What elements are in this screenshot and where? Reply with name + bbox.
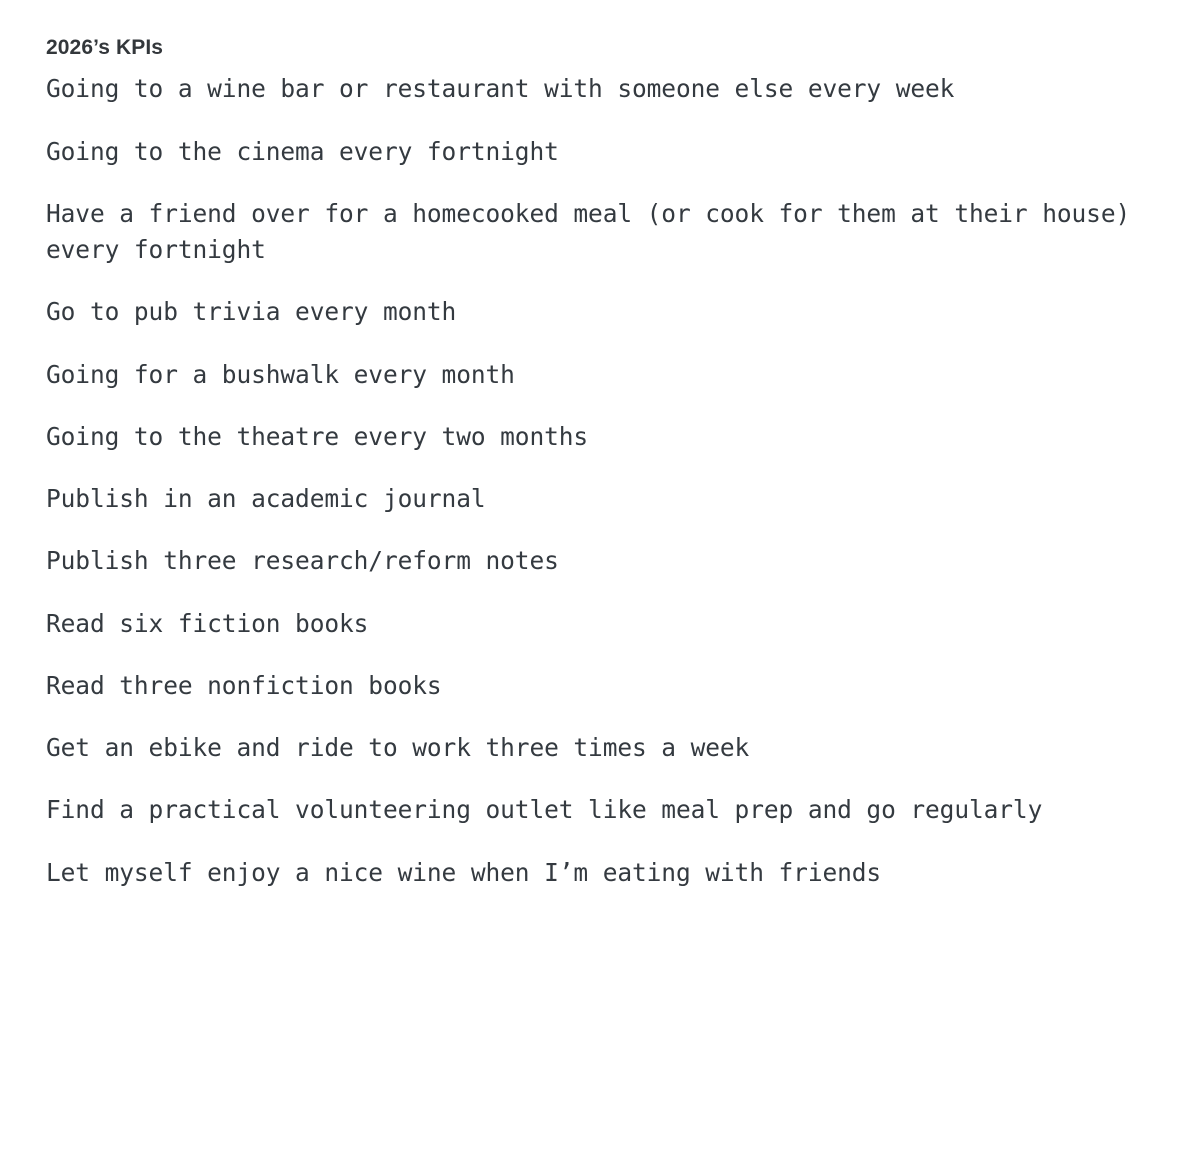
list-item: Publish three research/reform notes <box>46 546 559 576</box>
list-item: Get an ebike and ride to work three times a week <box>46 733 750 763</box>
list-item: Go to pub trivia every month <box>46 297 457 327</box>
list-item: Have a friend over for a homecooked meal (or cook for them at their house) every fortnight <box>46 198 1145 265</box>
list-item: Read six fiction books <box>46 608 369 638</box>
list-item: Publish in an academic journal <box>46 484 486 514</box>
list-item: Going for a bushwalk every month <box>46 359 515 389</box>
kpi-list <box>46 71 1144 891</box>
list-item: Going to a wine bar or restaurant with someone else every week <box>46 74 955 104</box>
list-item: Going to the theatre every two months <box>46 421 589 451</box>
page-title: 2026’s KPIs <box>46 36 164 59</box>
list-item: Read three nonfiction books <box>46 670 442 700</box>
list-item: Let myself enjoy a nice wine when I’m eating with friends <box>46 857 882 887</box>
list-item: Find a practical volunteering outlet like meal prep and go regularly <box>46 795 1043 825</box>
list-item: Going to the cinema every fortnight <box>46 136 559 166</box>
